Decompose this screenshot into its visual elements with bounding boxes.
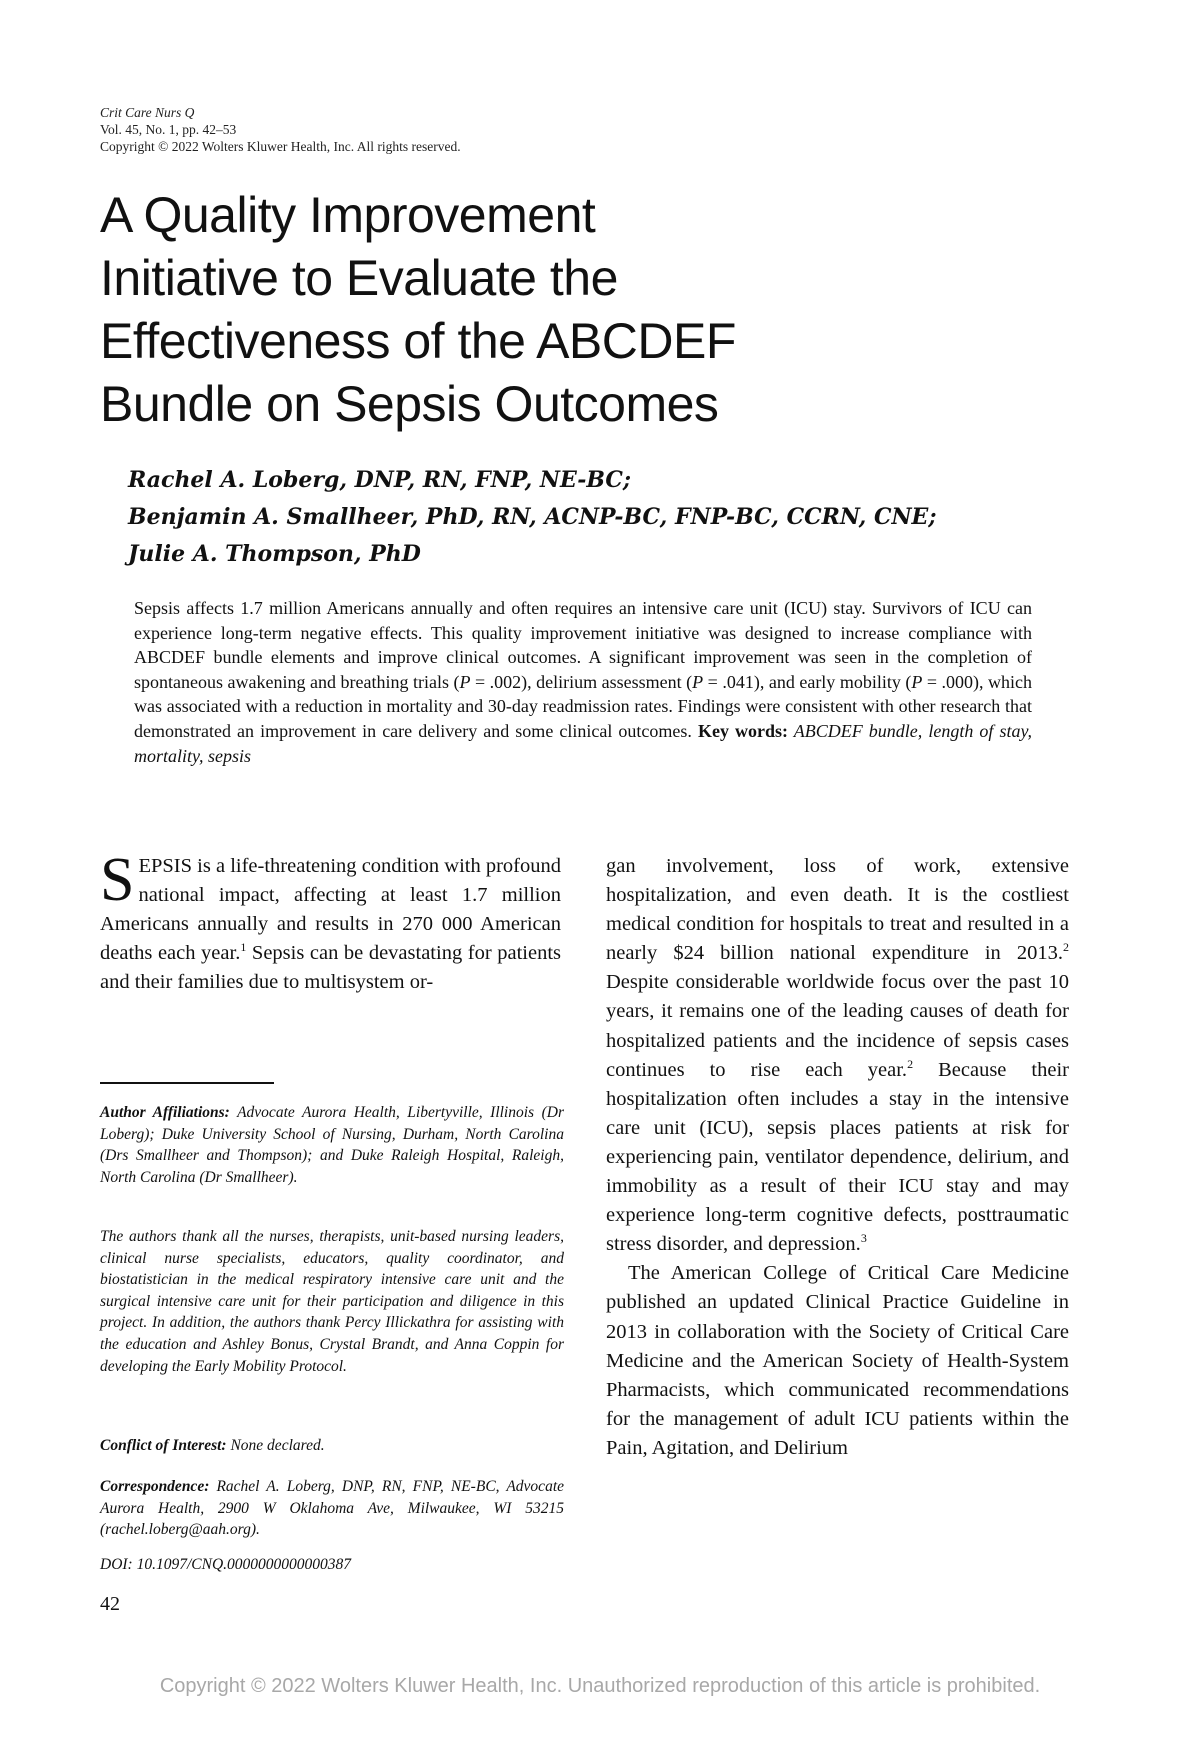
title-line: Initiative to Evaluate the <box>100 250 618 306</box>
drop-cap: S <box>100 846 135 914</box>
correspondence-label: Correspondence: <box>100 1478 210 1495</box>
abstract-text: = .041), and early mobility ( <box>703 671 912 692</box>
citation-ref: 3 <box>860 1231 867 1246</box>
journal-copyright: Copyright © 2022 Wolters Kluwer Health, Inc. All rights reserved. <box>100 139 461 154</box>
body-paragraph: The American College of Critical Care Medicine published an updated Clinical Practice Guideline in 2013 in collaboration with the Society of Critical Care Medicine and the American Society of Health-System Pharmacists, which communicated recommendations for the management of adult ICU patients within the Pain, Agitation, and Delirium <box>606 1262 1069 1459</box>
p-symbol: P <box>459 671 471 692</box>
body-text: Despite considerable worldwide focus over the past 10 years, it remains one of the leading causes of death for hospitalized patients and the incidence of sepsis cases continues to rise each year. <box>606 971 1069 1081</box>
conflict-text: None declared. <box>226 1437 325 1454</box>
author-list <box>128 462 936 573</box>
footnote-divider <box>100 1082 274 1084</box>
citation-ref: 2 <box>1063 940 1069 955</box>
journal-volume: Vol. 45, No. 1, pp. 42–53 <box>100 122 237 137</box>
page-number: 42 <box>100 1593 120 1615</box>
body-paragraph <box>606 852 1069 1259</box>
affiliations-label: Author Affiliations: <box>100 1104 230 1121</box>
conflict-label: Conflict of Interest: <box>100 1437 227 1454</box>
p-symbol: P <box>692 671 704 692</box>
abstract-text: = .002), delirium assessment ( <box>470 671 693 692</box>
body-text: gan involvement, loss of work, extensive hospitalization, and even death. It is the costliest medical condition for hospitals to treat and resulted in a nearly $24 billion national expenditure in 2013. <box>606 855 1069 965</box>
correspondence-text: Rachel A. Loberg, DNP, RN, FNP, NE-BC, Advocate Aurora Health, 2900 W Oklahoma Ave, Milwaukee, WI 53215 (rachel.loberg@aah.org). <box>100 1478 564 1539</box>
acknowledgments: The authors thank all the nurses, therapists, unit-based nursing leaders, clinical nurse specialists, educators, quality coordinator, and biostatistician in the medical respiratory intensive care unit and the surgical intensive care unit for their participation and diligence in this project. In addition, the authors thank Percy Illickathra for assisting with the education and Ashley Bonus, Crystal Brandt, and Anna Coppin for developing the Early Mobility Protocol. <box>100 1228 564 1375</box>
copyright-footer: Copyright © 2022 Wolters Kluwer Health, Inc. Unauthorized reproduction of this article is prohibited. <box>159 1675 1041 1697</box>
citation-ref: 1 <box>240 940 247 955</box>
body-column-left <box>100 846 562 997</box>
journal-name: Crit Care Nurs Q <box>100 105 195 120</box>
author-entry: Rachel A. Loberg, DNP, RN, FNP, NE-BC; <box>128 467 631 493</box>
citation-ref: 2 <box>907 1056 914 1071</box>
doi: DOI: 10.1097/CNQ.0000000000000387 <box>100 1556 352 1573</box>
p-symbol: P <box>911 671 923 692</box>
keywords-label: Key words: <box>697 720 789 741</box>
body-column-right <box>606 852 1069 1463</box>
conflict-of-interest <box>100 1435 564 1457</box>
keywords: ABCDEF bundle, length of stay, mortality, sepsis <box>134 720 1032 766</box>
author-entry: Julie A. Thompson, PhD <box>128 541 421 567</box>
journal-header <box>100 104 461 155</box>
title-line: A Quality Improvement <box>100 187 596 243</box>
body-text: EPSIS is a life-threatening condition with profound national impact, affecting at least 1.7 million Americans annually and results in 270 000 American deaths each year. <box>100 855 561 965</box>
abstract-text: Sepsis affects 1.7 million Americans annually and often requires an intensive care unit (ICU) stay. Survivors of ICU can experience long-term negative effects. This quality improvement initiative was designed to increase compliance with ABCDEF bundle elements and improve clinical outcomes. A significant improvement was seen in the completion of spontaneous awakening and breathing trials ( <box>134 598 1032 692</box>
body-text: Sepsis can be devastating for patients and their families due to multisystem or- <box>100 942 562 994</box>
article-title <box>100 184 900 436</box>
correspondence <box>100 1476 564 1541</box>
affiliations-text: Advocate Aurora Health, Libertyville, Illinois (Dr Loberg); Duke University School of Nursing, Durham, North Carolina (Drs Smallheer and Thompson); and Duke Raleigh Hospital, Raleigh, North Carolina (Dr Smallheer). <box>100 1104 564 1186</box>
author-entry: Benjamin A. Smallheer, PhD, RN, ACNP-BC, FNP-BC, CCRN, CNE; <box>128 504 937 530</box>
title-line: Bundle on Sepsis Outcomes <box>100 376 719 432</box>
body-paragraph <box>100 846 562 997</box>
body-text: Because their hospitalization often includes a stay in the intensive care unit (ICU), sepsis places patients at risk for experiencing pain, ventilator dependence, delirium, and immobility as a result of their ICU stay and may experience long-term cognitive defects, posttraumatic stress disorder, and depression. <box>606 1058 1069 1256</box>
title-line: Effectiveness of the ABCDEF <box>100 313 736 369</box>
abstract <box>134 596 1032 768</box>
abstract-text: = .000), which was associated with a reduction in mortality and 30-day readmission rates. Findings were consistent with other research that demonstrated an improvement in care delivery and some clinical outcomes. <box>134 671 1033 741</box>
author-affiliations <box>100 1102 564 1188</box>
